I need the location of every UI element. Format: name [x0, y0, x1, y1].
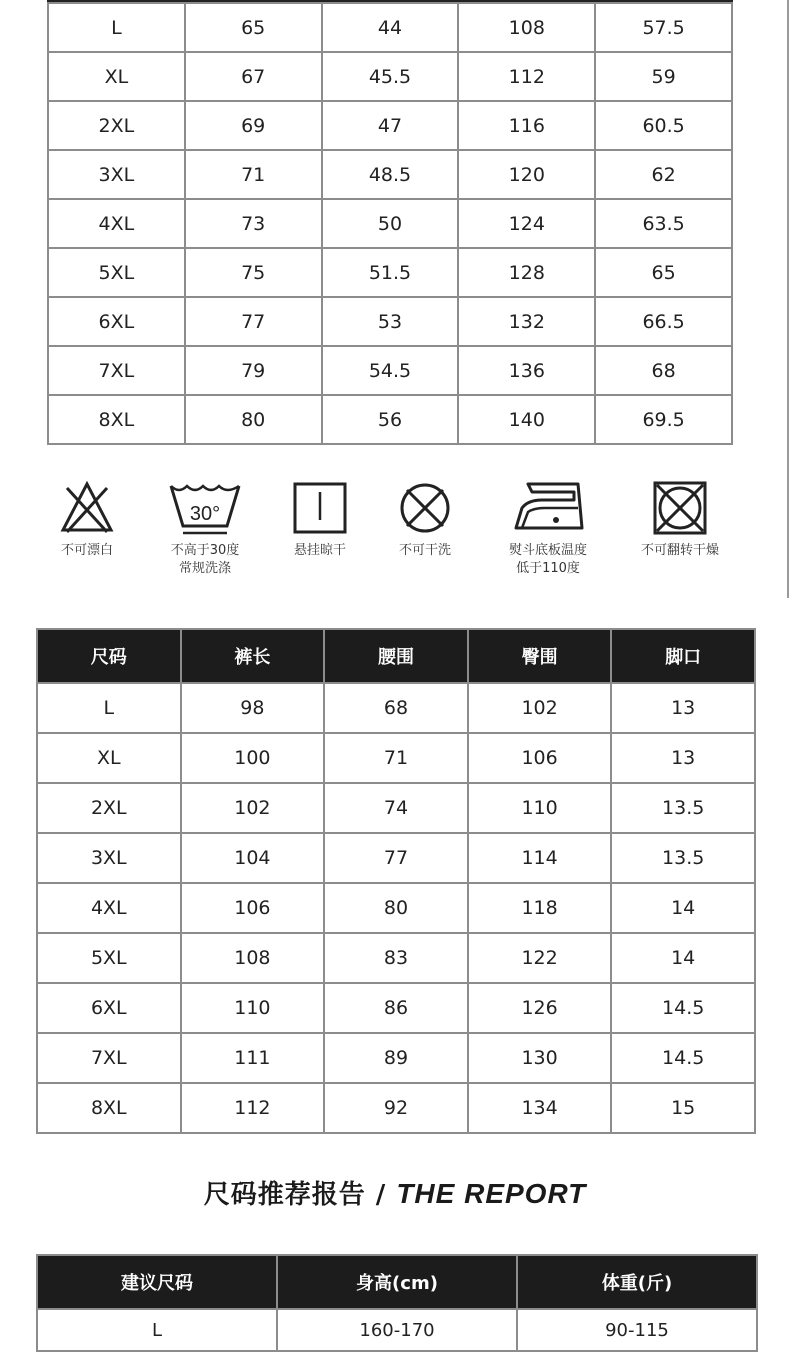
- table-cell: 110: [181, 983, 325, 1033]
- care-instructions: [0, 478, 790, 588]
- table-cell: 160-170: [277, 1309, 517, 1351]
- wash-temperature: 30°: [189, 503, 221, 525]
- table-cell: 50: [322, 199, 459, 248]
- table-row: [48, 395, 732, 444]
- table-cell: 118: [468, 883, 612, 933]
- table-cell: 13.5: [611, 783, 755, 833]
- table-cell: 14.5: [611, 1033, 755, 1083]
- table-cell: 14: [611, 933, 755, 983]
- column-header: 腰围: [324, 629, 468, 683]
- report-title-sep: /: [365, 1180, 397, 1210]
- table-row: [37, 883, 755, 933]
- table-cell: 132: [458, 297, 595, 346]
- table-cell: 57.5: [595, 3, 732, 52]
- table-row: [48, 297, 732, 346]
- recommend-table-header: [37, 1255, 757, 1309]
- table-cell: 14: [611, 883, 755, 933]
- table-cell: 5XL: [48, 248, 185, 297]
- iron-low-icon: [508, 478, 588, 538]
- table-cell: 56: [322, 395, 459, 444]
- care-item-no-bleach: [22, 478, 152, 560]
- report-title-en: THE REPORT: [396, 1178, 587, 1209]
- table-cell: L: [37, 683, 181, 733]
- table-cell: 53: [322, 297, 459, 346]
- table-cell: 13.5: [611, 833, 755, 883]
- table-cell: 126: [468, 983, 612, 1033]
- table-row: [37, 733, 755, 783]
- table-cell: 69.5: [595, 395, 732, 444]
- table-cell: 8XL: [37, 1083, 181, 1133]
- table-cell: L: [48, 3, 185, 52]
- table-cell: 83: [324, 933, 468, 983]
- table-row: [48, 101, 732, 150]
- table-cell: 68: [324, 683, 468, 733]
- table-cell: 65: [595, 248, 732, 297]
- wash-30-icon: [165, 478, 245, 538]
- table-cell: 47: [322, 101, 459, 150]
- table-cell: 110: [468, 783, 612, 833]
- table-cell: 13: [611, 683, 755, 733]
- table-row: [37, 1033, 755, 1083]
- no-tumble-dry-icon: [650, 478, 710, 538]
- table-row: [37, 983, 755, 1033]
- table-cell: L: [37, 1309, 277, 1351]
- table-cell: 75: [185, 248, 322, 297]
- top-size-table: [47, 0, 733, 445]
- column-header: 尺码: [37, 629, 181, 683]
- table-cell: 120: [458, 150, 595, 199]
- column-header: 臀围: [468, 629, 612, 683]
- table-cell: 45.5: [322, 52, 459, 101]
- pants-size-table: [36, 628, 756, 1134]
- table-cell: 3XL: [48, 150, 185, 199]
- table-cell: 48.5: [322, 150, 459, 199]
- table-cell: 62: [595, 150, 732, 199]
- table-cell: 4XL: [48, 199, 185, 248]
- table-cell: 98: [181, 683, 325, 733]
- table-row: [48, 150, 732, 199]
- table-row: [37, 1309, 757, 1351]
- table-row: [48, 3, 732, 52]
- table-row: [48, 52, 732, 101]
- table-cell: 8XL: [48, 395, 185, 444]
- table-cell: 136: [458, 346, 595, 395]
- table-cell: 116: [458, 101, 595, 150]
- care-item-no-tumble-dry: [615, 478, 745, 560]
- care-label: 不可漂白: [60, 543, 113, 558]
- table-cell: XL: [48, 52, 185, 101]
- table-row: [37, 933, 755, 983]
- table-cell: 51.5: [322, 248, 459, 297]
- table-cell: 77: [324, 833, 468, 883]
- table-cell: 124: [458, 199, 595, 248]
- table-cell: 104: [181, 833, 325, 883]
- table-cell: 112: [458, 52, 595, 101]
- table-cell: 44: [322, 3, 459, 52]
- table-cell: 15: [611, 1083, 755, 1133]
- table-cell: 3XL: [37, 833, 181, 883]
- table-cell: 4XL: [37, 883, 181, 933]
- column-header: 身高(cm): [277, 1255, 517, 1309]
- table-cell: 77: [185, 297, 322, 346]
- table-cell: 71: [324, 733, 468, 783]
- no-bleach-icon: [57, 478, 117, 538]
- care-item-no-dry-clean: [360, 478, 490, 560]
- table-cell: 73: [185, 199, 322, 248]
- table-cell: 130: [468, 1033, 612, 1083]
- table-cell: 69: [185, 101, 322, 150]
- pants-table-header: [37, 629, 755, 683]
- report-title-cn: 尺码推荐报告: [203, 1180, 366, 1210]
- table-cell: 13: [611, 733, 755, 783]
- care-label: 不高于30度 常规洗涤: [170, 543, 240, 576]
- table-cell: 68: [595, 346, 732, 395]
- table-cell: 5XL: [37, 933, 181, 983]
- column-header: 体重(斤): [517, 1255, 757, 1309]
- table-cell: 71: [185, 150, 322, 199]
- table-cell: 106: [181, 883, 325, 933]
- table-cell: 74: [324, 783, 468, 833]
- table-row: [37, 683, 755, 733]
- table-cell: 54.5: [322, 346, 459, 395]
- table-row: [37, 1083, 755, 1133]
- table-cell: 60.5: [595, 101, 732, 150]
- table-cell: 79: [185, 346, 322, 395]
- table-cell: 67: [185, 52, 322, 101]
- care-label: 熨斗底板温度 低于110度: [508, 543, 587, 576]
- table-cell: 63.5: [595, 199, 732, 248]
- table-cell: 128: [458, 248, 595, 297]
- table-cell: 140: [458, 395, 595, 444]
- table-cell: 65: [185, 3, 322, 52]
- table-row: [48, 199, 732, 248]
- care-item-iron-low: [483, 478, 613, 578]
- table-row: [37, 833, 755, 883]
- table-cell: 6XL: [48, 297, 185, 346]
- table-row: [48, 346, 732, 395]
- table-cell: 102: [181, 783, 325, 833]
- table-cell: 122: [468, 933, 612, 983]
- table-cell: 7XL: [48, 346, 185, 395]
- table-cell: XL: [37, 733, 181, 783]
- care-item-wash-30: [140, 478, 270, 578]
- table-cell: 90-115: [517, 1309, 757, 1351]
- recommend-table: [36, 1254, 758, 1352]
- table-cell: 92: [324, 1083, 468, 1133]
- table-cell: 89: [324, 1033, 468, 1083]
- table-cell: 86: [324, 983, 468, 1033]
- table-row: [48, 248, 732, 297]
- table-cell: 14.5: [611, 983, 755, 1033]
- column-header: 脚口: [611, 629, 755, 683]
- table-cell: 80: [324, 883, 468, 933]
- table-cell: 2XL: [37, 783, 181, 833]
- column-header: 裤长: [181, 629, 325, 683]
- care-label: 不可干洗: [398, 543, 451, 558]
- table-cell: 102: [468, 683, 612, 733]
- table-cell: 108: [181, 933, 325, 983]
- table-cell: 112: [181, 1083, 325, 1133]
- table-cell: 111: [181, 1033, 325, 1083]
- table-cell: 134: [468, 1083, 612, 1133]
- table-cell: 108: [458, 3, 595, 52]
- table-cell: 106: [468, 733, 612, 783]
- table-cell: 66.5: [595, 297, 732, 346]
- table-cell: 59: [595, 52, 732, 101]
- table-row: [37, 783, 755, 833]
- care-label: 不可翻转干燥: [640, 543, 719, 558]
- no-dry-clean-icon: [395, 478, 455, 538]
- hang-dry-icon: [290, 478, 350, 538]
- table-cell: 2XL: [48, 101, 185, 150]
- table-cell: 80: [185, 395, 322, 444]
- care-label: 悬挂晾干: [293, 543, 346, 558]
- table-cell: 100: [181, 733, 325, 783]
- table-cell: 6XL: [37, 983, 181, 1033]
- report-title: [0, 1174, 790, 1211]
- table-cell: 114: [468, 833, 612, 883]
- column-header: 建议尺码: [37, 1255, 277, 1309]
- table-cell: 7XL: [37, 1033, 181, 1083]
